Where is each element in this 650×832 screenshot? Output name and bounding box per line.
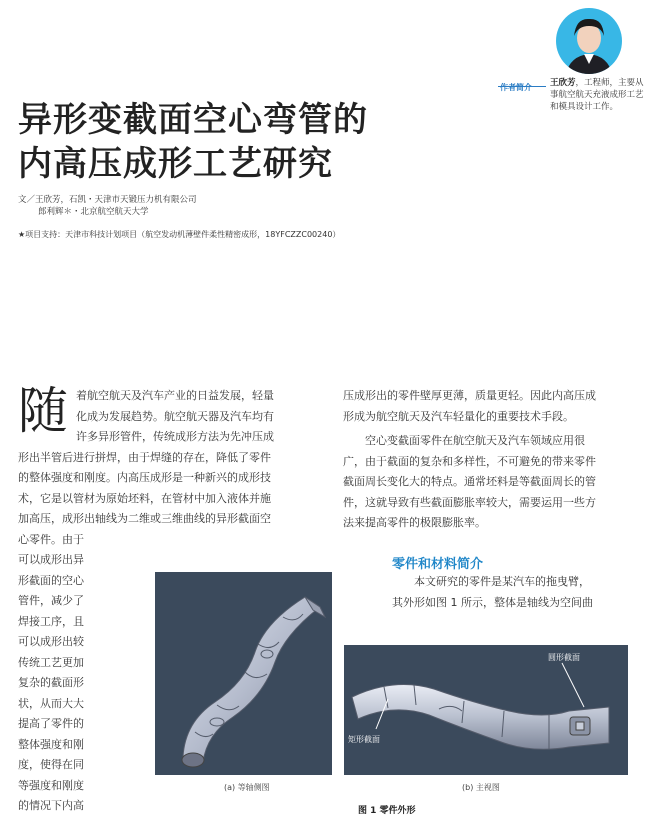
section-heading: 零件和材料简介 — [392, 557, 484, 572]
author-intro-tag: 作者简介 — [500, 83, 532, 92]
author-bio — [550, 77, 646, 113]
title-line-2: 内高压成形工艺研究 — [18, 144, 333, 184]
text-line: 件，这就导致有些截面膨胀率较大，需要运用一些方 — [343, 495, 596, 509]
col1-narrow-lines — [18, 550, 104, 817]
text-line: 本文研究的零件是某汽车的拖曳臂， — [392, 575, 590, 588]
byline-line-2: 郎利辉＊・北京航空航天大学 — [38, 207, 149, 217]
drop-cap: 随 — [18, 382, 68, 440]
col2-text — [343, 386, 633, 534]
text-line: 截面周长变化大的特点。通常坯料是等截面周长的管 — [343, 475, 596, 488]
title-line-1: 异形变截面空心弯管的 — [18, 100, 368, 140]
text-line: 等强度和刚度 — [18, 778, 84, 792]
text-line: 度，使得在同 — [18, 758, 84, 771]
text-line: 管件，减少了 — [18, 594, 84, 607]
section-text — [392, 572, 636, 613]
label-rect-section: 矩形截面 — [348, 735, 380, 744]
text-line: 加高压，成形出轴线为二维或三维曲线的异形截面空 — [18, 512, 271, 525]
text-line: 化成为发展趋势。航空航天器及汽车均有 — [76, 409, 274, 423]
label-round-section: 圆形截面 — [548, 653, 580, 662]
text-line: 可以成形出较 — [18, 635, 84, 648]
text-line: 的情况下内高 — [18, 799, 84, 812]
article-title — [18, 98, 368, 186]
text-line: 形成为航空航天及汽车轻量化的重要技术手段。 — [343, 409, 574, 423]
text-line: 压成形出的零件壁厚更薄，质量更轻。因此内高压成 — [343, 389, 596, 402]
col1-full-lines — [18, 448, 326, 551]
author-description: ，工程师，主要从事航空航天充液成形工艺和模具设计工作。 — [550, 78, 644, 112]
text-line: 许多异形管件，传统成形方法为先冲压成 — [76, 430, 274, 443]
text-line: 焊接工序，且 — [18, 614, 84, 628]
text-line: 传统工艺更加 — [18, 655, 84, 669]
caption-b: (b) 主视图 — [462, 783, 500, 792]
figure-b-front-view — [344, 645, 628, 775]
col1-top-lines — [76, 386, 326, 448]
text-line: 可以成形出异 — [18, 553, 84, 566]
text-line: 形截面的空心 — [18, 573, 84, 587]
project-support: ★项目支持：天津市科技计划项目（航空发动机薄壁件柔性精密成形，18YFCZZC00240） — [18, 230, 341, 239]
divider — [498, 86, 546, 87]
caption-a: (a) 等轴侧图 — [224, 783, 270, 792]
figure-a-isometric — [155, 572, 332, 775]
byline-line-1: 文／王欣芳，石凯・天津市天锻压力机有限公司 — [18, 195, 197, 205]
text-line: 形出半管后进行拼焊，由于焊缝的存在，降低了零件 — [18, 450, 271, 464]
text-line: 复杂的截面形 — [18, 676, 84, 689]
text-line: 术，它是以管材为原始坯料，在管材中加入液体并施 — [18, 491, 271, 505]
text-line: 空心变截面零件在航空航天及汽车领域应用很 — [343, 434, 585, 447]
text-line: 状，从而大大 — [18, 696, 84, 710]
byline — [18, 194, 197, 218]
text-line: 整体强度和刚 — [18, 737, 84, 751]
text-line: 广，由于截面的复杂和多样性，不可避免的带来零件 — [343, 454, 596, 468]
author-avatar — [556, 8, 622, 74]
text-line: 提高了零件的 — [18, 717, 84, 730]
text-line: 法来提高零件的极限膨胀率。 — [343, 516, 486, 529]
author-name: 王欣芳 — [550, 78, 576, 88]
figure-title: 图 1 零件外形 — [358, 806, 416, 816]
text-line: 心零件。由于 — [18, 532, 84, 546]
text-line: 的整体强度和刚度。内高压成形是一种新兴的成形技 — [18, 471, 271, 484]
text-line: 其外形如图 1 所示，整体是轴线为空间曲 — [392, 595, 593, 609]
text-line: 着航空航天及汽车产业的日益发展，轻量 — [76, 389, 274, 402]
